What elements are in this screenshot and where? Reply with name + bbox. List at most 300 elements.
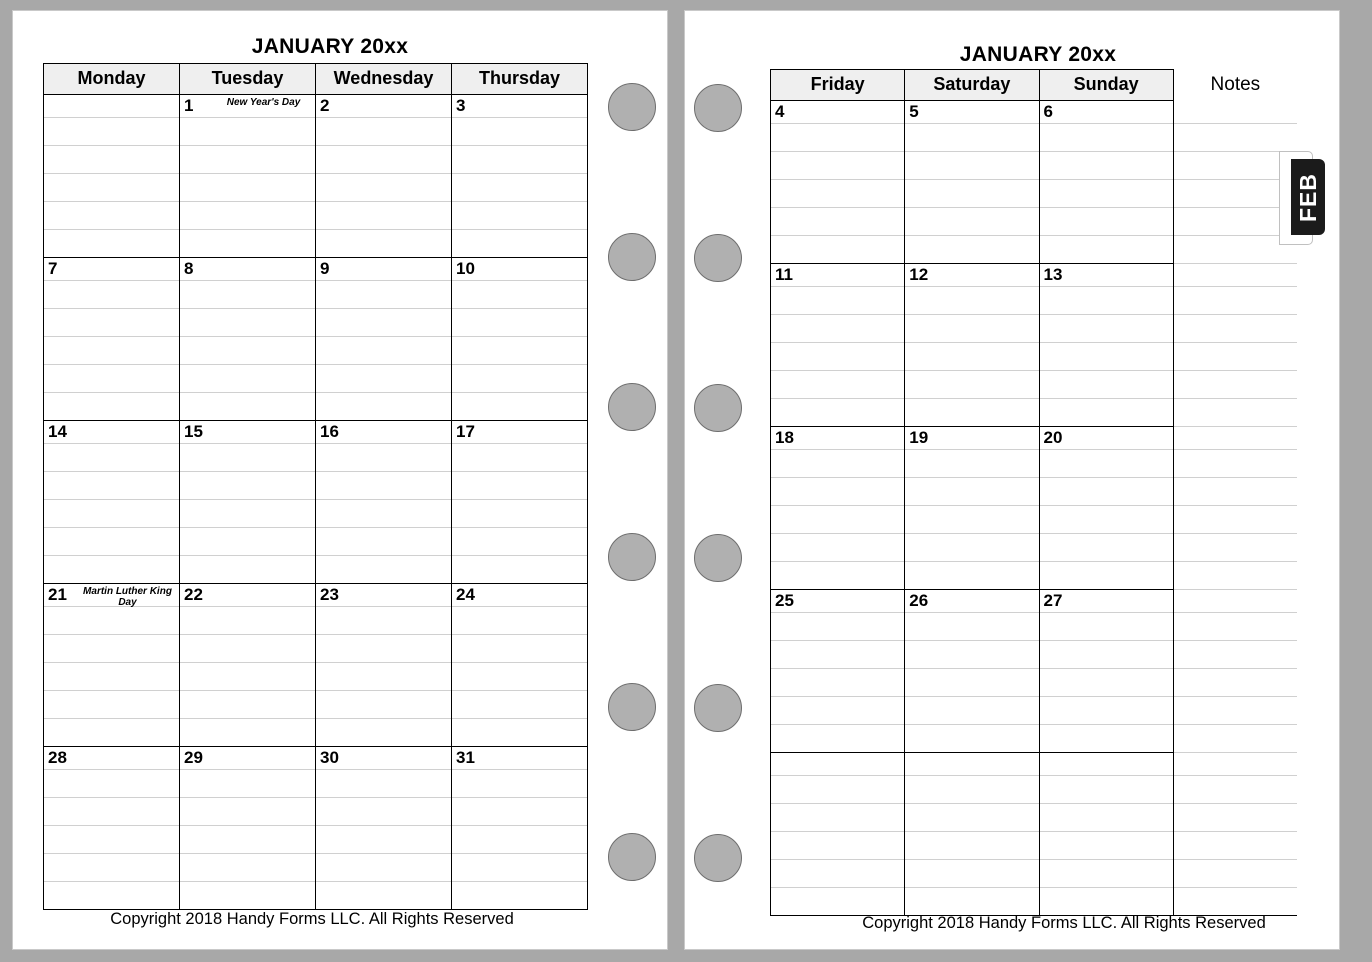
ring-hole	[694, 384, 742, 432]
write-line-row	[44, 472, 588, 500]
write-line-cell[interactable]	[180, 691, 316, 719]
write-line-cell[interactable]	[771, 152, 905, 180]
write-line-row	[44, 281, 588, 309]
notes-line[interactable]	[1173, 287, 1297, 315]
write-line-cell[interactable]	[180, 826, 316, 854]
write-line-cell[interactable]	[44, 719, 180, 747]
day-number: 16	[320, 422, 339, 441]
write-line-cell[interactable]	[771, 450, 905, 478]
day-cell[interactable]	[1039, 264, 1173, 287]
write-line-cell[interactable]	[44, 691, 180, 719]
write-line-cell[interactable]	[771, 641, 905, 669]
write-line-cell[interactable]	[1039, 180, 1173, 208]
write-line-cell[interactable]	[452, 281, 588, 309]
write-line-cell[interactable]	[316, 798, 452, 826]
write-line-cell[interactable]	[316, 146, 452, 174]
day-number: 12	[909, 265, 929, 284]
write-line-cell[interactable]	[316, 635, 452, 663]
write-line-cell[interactable]	[316, 719, 452, 747]
write-line-cell[interactable]	[180, 528, 316, 556]
day-cell[interactable]	[1039, 753, 1173, 776]
write-line-cell[interactable]	[905, 399, 1039, 427]
day-number: 14	[48, 422, 67, 441]
write-line-cell[interactable]	[180, 556, 316, 584]
write-line-cell[interactable]	[180, 337, 316, 365]
write-line-cell[interactable]	[905, 315, 1039, 343]
day-cell[interactable]	[180, 258, 316, 281]
write-line-row	[44, 230, 588, 258]
write-line-cell[interactable]	[1039, 697, 1173, 725]
write-line-cell[interactable]	[452, 882, 588, 910]
day-cell[interactable]	[771, 101, 905, 124]
write-line-cell[interactable]	[44, 174, 180, 202]
write-line-cell[interactable]	[1039, 534, 1173, 562]
write-line-cell[interactable]	[771, 534, 905, 562]
notes-line[interactable]	[1173, 124, 1297, 152]
notes-line[interactable]	[1173, 343, 1297, 371]
write-line-cell[interactable]	[452, 635, 588, 663]
write-line-cell[interactable]	[316, 472, 452, 500]
write-line-cell[interactable]	[905, 208, 1039, 236]
write-line-cell[interactable]	[316, 118, 452, 146]
write-line-cell[interactable]	[180, 202, 316, 230]
day-cell[interactable]	[452, 258, 588, 281]
write-line-cell[interactable]	[905, 506, 1039, 534]
day-number: 8	[184, 259, 194, 278]
write-line-cell[interactable]	[180, 146, 316, 174]
write-line-row	[771, 776, 1298, 804]
left-header-row	[44, 64, 588, 95]
day-cell[interactable]	[316, 421, 452, 444]
ring-hole	[608, 683, 656, 731]
write-line-cell[interactable]	[452, 528, 588, 556]
write-line-cell[interactable]	[771, 804, 905, 832]
write-line-cell[interactable]	[180, 635, 316, 663]
day-cell[interactable]	[1039, 101, 1173, 124]
write-line-row	[44, 719, 588, 747]
write-line-cell[interactable]	[905, 888, 1039, 916]
write-line-cell[interactable]	[1039, 478, 1173, 506]
write-line-row	[771, 725, 1298, 753]
day-cell[interactable]	[316, 584, 452, 607]
write-line-cell[interactable]	[1039, 776, 1173, 804]
write-line-cell[interactable]	[452, 146, 588, 174]
write-line-cell[interactable]	[771, 180, 905, 208]
write-line-cell[interactable]	[905, 180, 1039, 208]
write-line-row	[771, 236, 1298, 264]
notes-line[interactable]	[1173, 315, 1297, 343]
notes-line[interactable]	[1173, 264, 1297, 287]
right-ring-holes	[689, 11, 749, 949]
write-line-cell[interactable]	[452, 719, 588, 747]
column-header-friday: Friday	[771, 70, 905, 101]
write-line-cell[interactable]	[905, 804, 1039, 832]
write-line-cell[interactable]	[452, 230, 588, 258]
write-line-cell[interactable]	[316, 393, 452, 421]
write-line-cell[interactable]	[771, 208, 905, 236]
column-header-thursday: Thursday	[452, 64, 588, 95]
write-line-cell[interactable]	[44, 635, 180, 663]
write-line-cell[interactable]	[44, 365, 180, 393]
day-number: 7	[48, 259, 58, 278]
notes-line[interactable]	[1173, 669, 1297, 697]
write-line-cell[interactable]	[316, 365, 452, 393]
write-line-cell[interactable]	[771, 371, 905, 399]
write-line-cell[interactable]	[44, 472, 180, 500]
write-line-cell[interactable]	[44, 309, 180, 337]
write-line-cell[interactable]	[1039, 124, 1173, 152]
day-number	[771, 765, 775, 766]
day-cell[interactable]	[905, 427, 1039, 450]
write-line-cell[interactable]	[771, 725, 905, 753]
write-line-cell[interactable]	[44, 337, 180, 365]
day-cell[interactable]	[44, 95, 180, 118]
write-line-cell[interactable]	[44, 826, 180, 854]
write-line-cell[interactable]	[180, 393, 316, 421]
write-line-cell[interactable]	[905, 152, 1039, 180]
day-number	[1040, 765, 1044, 766]
write-line-cell[interactable]	[452, 798, 588, 826]
write-line-cell[interactable]	[180, 719, 316, 747]
write-line-cell[interactable]	[180, 174, 316, 202]
day-cell[interactable]	[180, 747, 316, 770]
write-line-cell[interactable]	[316, 337, 452, 365]
day-cell[interactable]	[44, 258, 180, 281]
write-line-cell[interactable]	[316, 663, 452, 691]
write-line-cell[interactable]	[771, 832, 905, 860]
day-cell[interactable]	[905, 264, 1039, 287]
day-number: 1	[184, 96, 194, 115]
write-line-cell[interactable]	[44, 528, 180, 556]
write-line-row	[771, 124, 1298, 152]
write-line-cell[interactable]	[44, 607, 180, 635]
write-line-cell[interactable]	[905, 641, 1039, 669]
write-line-cell[interactable]	[316, 174, 452, 202]
notes-line[interactable]	[1173, 641, 1297, 669]
write-line-row	[771, 534, 1298, 562]
write-line-cell[interactable]	[452, 826, 588, 854]
notes-line[interactable]	[1173, 697, 1297, 725]
write-line-cell[interactable]	[44, 281, 180, 309]
write-line-cell[interactable]	[316, 444, 452, 472]
day-cell[interactable]	[180, 95, 316, 118]
write-line-cell[interactable]	[452, 472, 588, 500]
write-line-cell[interactable]	[905, 832, 1039, 860]
write-line-cell[interactable]	[180, 500, 316, 528]
write-line-cell[interactable]	[44, 882, 180, 910]
day-number: 26	[909, 591, 929, 610]
write-line-cell[interactable]	[452, 174, 588, 202]
month-tab-label-box[interactable]	[1291, 159, 1325, 235]
write-line-cell[interactable]	[905, 287, 1039, 315]
write-line-cell[interactable]	[180, 882, 316, 910]
write-line-cell[interactable]	[771, 236, 905, 264]
week-row	[771, 753, 1298, 776]
write-line-cell[interactable]	[316, 202, 452, 230]
write-line-cell[interactable]	[180, 854, 316, 882]
write-line-cell[interactable]	[452, 309, 588, 337]
notes-line[interactable]	[1173, 399, 1297, 427]
write-line-cell[interactable]	[44, 230, 180, 258]
month-tab[interactable]	[1279, 151, 1325, 243]
write-line-cell[interactable]	[316, 691, 452, 719]
write-line-cell[interactable]	[44, 146, 180, 174]
write-line-cell[interactable]	[180, 663, 316, 691]
write-line-cell[interactable]	[771, 888, 905, 916]
write-line-cell[interactable]	[905, 669, 1039, 697]
day-cell[interactable]	[771, 264, 905, 287]
write-line-cell[interactable]	[1039, 315, 1173, 343]
write-line-cell[interactable]	[180, 770, 316, 798]
write-line-cell[interactable]	[771, 562, 905, 590]
write-line-cell[interactable]	[1039, 152, 1173, 180]
write-line-cell[interactable]	[771, 287, 905, 315]
write-line-row	[771, 208, 1298, 236]
write-line-row	[771, 860, 1298, 888]
write-line-cell[interactable]	[180, 365, 316, 393]
notes-line[interactable]	[1173, 590, 1297, 613]
write-line-cell[interactable]	[452, 337, 588, 365]
write-line-cell[interactable]	[452, 691, 588, 719]
write-line-cell[interactable]	[452, 556, 588, 584]
ring-hole	[608, 383, 656, 431]
day-number: 22	[184, 585, 203, 604]
ring-hole	[694, 834, 742, 882]
notes-line[interactable]	[1173, 450, 1297, 478]
write-line-cell[interactable]	[452, 118, 588, 146]
write-line-cell[interactable]	[452, 854, 588, 882]
write-line-cell[interactable]	[1039, 860, 1173, 888]
right-page	[684, 10, 1340, 950]
write-line-cell[interactable]	[905, 478, 1039, 506]
day-cell[interactable]	[1039, 590, 1173, 613]
write-line-cell[interactable]	[1039, 506, 1173, 534]
day-cell[interactable]	[316, 258, 452, 281]
write-line-cell[interactable]	[44, 770, 180, 798]
write-line-cell[interactable]	[771, 399, 905, 427]
write-line-cell[interactable]	[180, 230, 316, 258]
write-line-cell[interactable]	[1039, 287, 1173, 315]
write-line-cell[interactable]	[905, 371, 1039, 399]
write-line-cell[interactable]	[180, 309, 316, 337]
write-line-row	[44, 826, 588, 854]
write-line-cell[interactable]	[1039, 888, 1173, 916]
notes-line[interactable]	[1173, 371, 1297, 399]
write-line-cell[interactable]	[452, 770, 588, 798]
column-header-monday: Monday	[44, 64, 180, 95]
write-line-cell[interactable]	[905, 562, 1039, 590]
write-line-cell[interactable]	[316, 500, 452, 528]
notes-line[interactable]	[1173, 832, 1297, 860]
write-line-cell[interactable]	[1039, 343, 1173, 371]
write-line-row	[44, 309, 588, 337]
write-line-cell[interactable]	[316, 556, 452, 584]
write-line-cell[interactable]	[180, 444, 316, 472]
write-line-cell[interactable]	[1039, 450, 1173, 478]
write-line-cell[interactable]	[771, 669, 905, 697]
day-cell[interactable]	[1039, 427, 1173, 450]
write-line-cell[interactable]	[44, 663, 180, 691]
write-line-cell[interactable]	[316, 230, 452, 258]
notes-line[interactable]	[1173, 506, 1297, 534]
write-line-cell[interactable]	[44, 854, 180, 882]
notes-line[interactable]	[1173, 776, 1297, 804]
write-line-cell[interactable]	[771, 860, 905, 888]
day-cell[interactable]	[44, 421, 180, 444]
write-line-cell[interactable]	[771, 697, 905, 725]
write-line-cell[interactable]	[905, 725, 1039, 753]
write-line-cell[interactable]	[1039, 725, 1173, 753]
write-line-cell[interactable]	[452, 607, 588, 635]
write-line-cell[interactable]	[452, 663, 588, 691]
day-number: 19	[909, 428, 929, 447]
write-line-cell[interactable]	[180, 798, 316, 826]
write-line-row	[771, 888, 1298, 916]
notes-line[interactable]	[1173, 478, 1297, 506]
write-line-cell[interactable]	[1039, 613, 1173, 641]
write-line-cell[interactable]	[1039, 669, 1173, 697]
write-line-cell[interactable]	[316, 281, 452, 309]
ring-hole	[608, 833, 656, 881]
day-number: 30	[320, 748, 339, 767]
write-line-cell[interactable]	[44, 556, 180, 584]
write-line-cell[interactable]	[771, 613, 905, 641]
day-cell[interactable]	[905, 101, 1039, 124]
write-line-cell[interactable]	[1039, 562, 1173, 590]
write-line-cell[interactable]	[771, 776, 905, 804]
day-cell[interactable]	[316, 747, 452, 770]
write-line-cell[interactable]	[771, 478, 905, 506]
write-line-cell[interactable]	[905, 236, 1039, 264]
day-number: 2	[320, 96, 330, 115]
write-line-row	[771, 450, 1298, 478]
write-line-cell[interactable]	[180, 607, 316, 635]
day-cell[interactable]	[905, 590, 1039, 613]
notes-line[interactable]	[1173, 427, 1297, 450]
day-cell[interactable]	[771, 753, 905, 776]
notes-line[interactable]	[1173, 860, 1297, 888]
write-line-row	[44, 607, 588, 635]
column-header-wednesday: Wednesday	[316, 64, 452, 95]
notes-line[interactable]	[1173, 562, 1297, 590]
write-line-row	[44, 854, 588, 882]
left-copyright: Copyright 2018 Handy Forms LLC. All Rights Reserved	[110, 910, 514, 928]
write-line-cell[interactable]	[905, 697, 1039, 725]
day-cell[interactable]	[452, 584, 588, 607]
write-line-cell[interactable]	[44, 798, 180, 826]
write-line-row	[44, 798, 588, 826]
day-cell[interactable]	[452, 747, 588, 770]
column-header-notes: Notes	[1210, 73, 1261, 95]
notes-line[interactable]	[1173, 888, 1297, 916]
write-line-cell[interactable]	[44, 202, 180, 230]
write-line-cell[interactable]	[44, 500, 180, 528]
write-line-cell[interactable]	[316, 854, 452, 882]
write-line-cell[interactable]	[771, 124, 905, 152]
notes-line[interactable]	[1173, 753, 1297, 776]
write-line-cell[interactable]	[180, 118, 316, 146]
notes-line[interactable]	[1173, 101, 1297, 124]
right-calendar-table	[770, 69, 1297, 916]
write-line-cell[interactable]	[44, 393, 180, 421]
write-line-cell[interactable]	[771, 506, 905, 534]
write-line-cell[interactable]	[1039, 832, 1173, 860]
write-line-cell[interactable]	[316, 528, 452, 556]
write-line-cell[interactable]	[452, 444, 588, 472]
write-line-cell[interactable]	[905, 613, 1039, 641]
day-number: 10	[456, 259, 475, 278]
write-line-cell[interactable]	[452, 393, 588, 421]
write-line-cell[interactable]	[44, 118, 180, 146]
write-line-row	[771, 804, 1298, 832]
write-line-cell[interactable]	[905, 450, 1039, 478]
day-cell[interactable]	[44, 747, 180, 770]
write-line-cell[interactable]	[44, 444, 180, 472]
notes-line[interactable]	[1173, 534, 1297, 562]
write-line-cell[interactable]	[452, 365, 588, 393]
notes-line[interactable]	[1173, 725, 1297, 753]
write-line-cell[interactable]	[316, 770, 452, 798]
week-row	[44, 258, 588, 281]
ring-hole	[694, 684, 742, 732]
write-line-cell[interactable]	[452, 202, 588, 230]
week-row	[44, 584, 588, 607]
write-line-cell[interactable]	[771, 315, 905, 343]
day-cell[interactable]	[180, 421, 316, 444]
day-cell[interactable]	[316, 95, 452, 118]
write-line-cell[interactable]	[316, 607, 452, 635]
day-cell[interactable]	[180, 584, 316, 607]
left-calendar-table	[43, 63, 588, 910]
write-line-cell[interactable]	[316, 309, 452, 337]
day-number: 9	[320, 259, 330, 278]
day-cell[interactable]	[452, 95, 588, 118]
write-line-cell[interactable]	[905, 343, 1039, 371]
write-line-cell[interactable]	[905, 534, 1039, 562]
write-line-row	[44, 444, 588, 472]
write-line-row	[44, 556, 588, 584]
notes-line[interactable]	[1173, 613, 1297, 641]
write-line-cell[interactable]	[1039, 804, 1173, 832]
day-cell[interactable]	[452, 421, 588, 444]
holiday-label: New Year's Day	[226, 97, 301, 108]
write-line-cell[interactable]	[1039, 399, 1173, 427]
write-line-cell[interactable]	[180, 281, 316, 309]
write-line-cell[interactable]	[771, 343, 905, 371]
write-line-cell[interactable]	[180, 472, 316, 500]
write-line-cell[interactable]	[452, 500, 588, 528]
write-line-row	[44, 365, 588, 393]
write-line-cell[interactable]	[905, 124, 1039, 152]
write-line-cell[interactable]	[905, 776, 1039, 804]
write-line-cell[interactable]	[905, 860, 1039, 888]
write-line-cell[interactable]	[1039, 371, 1173, 399]
day-cell[interactable]	[905, 753, 1039, 776]
notes-line[interactable]	[1173, 804, 1297, 832]
write-line-cell[interactable]	[1039, 208, 1173, 236]
day-cell[interactable]	[44, 584, 180, 607]
write-line-row	[44, 663, 588, 691]
week-row	[771, 590, 1298, 613]
right-page-title: JANUARY 20xx	[959, 43, 1117, 66]
write-line-cell[interactable]	[1039, 236, 1173, 264]
day-number: 31	[456, 748, 475, 767]
day-cell[interactable]	[771, 590, 905, 613]
write-line-cell[interactable]	[316, 826, 452, 854]
write-line-cell[interactable]	[316, 882, 452, 910]
day-cell[interactable]	[771, 427, 905, 450]
write-line-cell[interactable]	[1039, 641, 1173, 669]
